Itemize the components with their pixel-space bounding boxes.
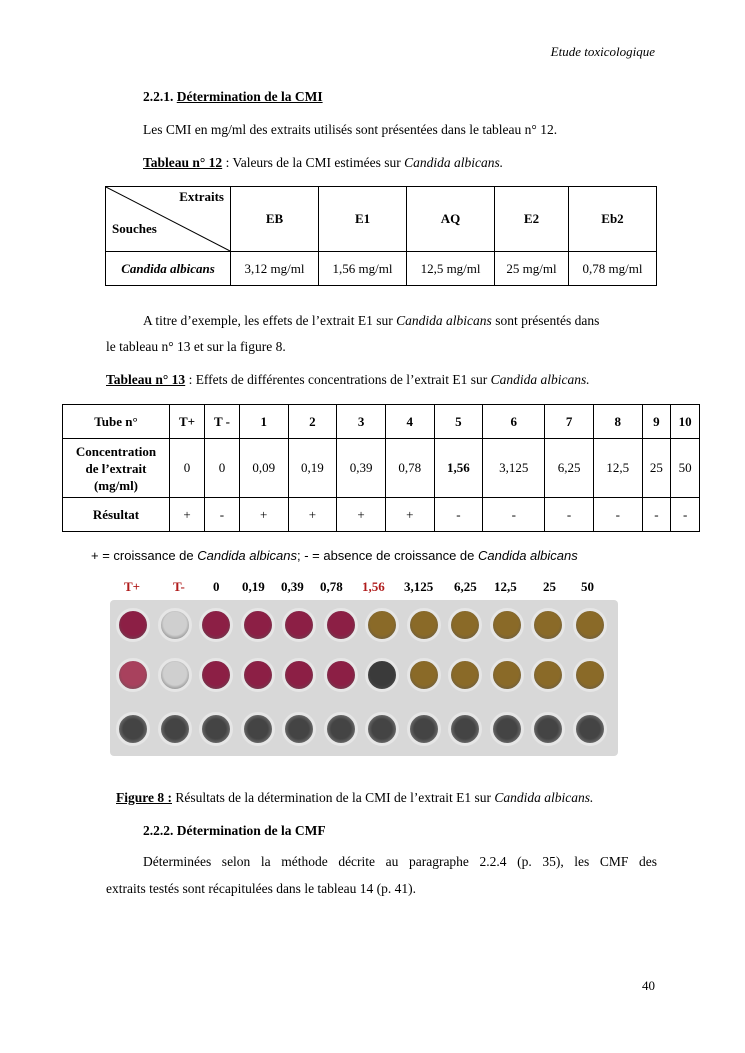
table13	[62, 404, 700, 532]
result-cell: -	[642, 498, 671, 532]
result-cell: -	[205, 498, 240, 532]
section-title-text: Détermination de la CMI	[176, 89, 323, 104]
table12-caption-label: Tableau n° 12	[143, 155, 223, 170]
well-label: 12,5	[494, 579, 517, 594]
plate-well	[365, 608, 399, 642]
table12-header: EB	[231, 187, 319, 252]
tube-header: T -	[205, 405, 240, 439]
plate-well	[116, 608, 150, 642]
tube-header: 5	[434, 405, 483, 439]
concentration-cell: 0,39	[337, 439, 386, 498]
plate-well	[282, 658, 316, 692]
section-title-cmf	[143, 823, 326, 839]
well-label: T+	[124, 579, 141, 594]
table12-caption-species: Candida albicans.	[404, 155, 504, 170]
intro-paragraph: Les CMI en mg/ml des extraits utilisés sont présentées dans le tableau n° 12.	[143, 122, 558, 137]
plate-well-empty	[365, 712, 399, 746]
corner-extraits: Extraits	[179, 189, 224, 204]
plate-well	[324, 658, 358, 692]
plate-well-empty	[158, 712, 192, 746]
plate-well	[490, 658, 524, 692]
plate-well	[407, 658, 441, 692]
well-label: 0,78	[320, 579, 343, 594]
table13-caption-species: Candida albicans.	[490, 372, 590, 387]
plate-well	[573, 658, 607, 692]
cmf-paragraph-line2: extraits testés sont récapitulées dans le tableau 14 (p. 41).	[106, 881, 417, 896]
example-text-1: A titre d’exemple, les effets de l’extrait E1 sur	[143, 313, 397, 328]
table13-row-label: Tube n°	[63, 405, 170, 439]
table12-row-label: Candida albicans	[106, 252, 231, 286]
result-cell: -	[593, 498, 642, 532]
well-label: 0,39	[281, 579, 304, 594]
figure8-caption-text: Résultats de la détermination de la CMI de l’extrait E1 sur	[172, 790, 495, 805]
concentration-cell: 6,25	[545, 439, 594, 498]
concentration-cell: 0,78	[385, 439, 434, 498]
table13-caption-label: Tableau n° 13	[106, 372, 186, 387]
well-labels	[120, 579, 620, 597]
tube-header: 1	[239, 405, 288, 439]
plate-well	[241, 658, 275, 692]
plate-well	[199, 658, 233, 692]
well-label: 0	[213, 579, 220, 594]
plate-well	[282, 608, 316, 642]
plate-well	[490, 608, 524, 642]
table12-cell: 1,56 mg/ml	[319, 252, 407, 286]
plate-well-empty	[116, 712, 150, 746]
legend-species-1: Candida albicans	[197, 548, 297, 563]
plate-well	[158, 658, 192, 692]
plate-well	[324, 608, 358, 642]
well-label: 50	[581, 579, 594, 594]
growth-legend	[91, 548, 578, 563]
section-number: 2.2.2.	[143, 823, 174, 838]
result-cell: -	[483, 498, 545, 532]
microplate-photo	[110, 600, 618, 756]
table12	[105, 186, 657, 286]
plate-well	[531, 658, 565, 692]
plate-well	[531, 608, 565, 642]
concentration-cell: 25	[642, 439, 671, 498]
well-label-cmi: 1,56	[362, 579, 385, 594]
concentration-cell: 0	[205, 439, 240, 498]
table13-row-label-concentration	[63, 439, 170, 498]
table12-corner-cell	[106, 187, 231, 252]
example-paragraph-line2: le tableau n° 13 et sur la figure 8.	[106, 339, 286, 354]
tube-header: 7	[545, 405, 594, 439]
figure8-caption	[116, 784, 593, 812]
section-title-cmi	[143, 89, 323, 105]
plate-well-empty	[282, 712, 316, 746]
plate-well-empty	[490, 712, 524, 746]
concentration-cell: 12,5	[593, 439, 642, 498]
page-number: 40	[642, 978, 655, 993]
table12-cell: 12,5 mg/ml	[407, 252, 495, 286]
section-number: 2.2.1.	[143, 89, 174, 104]
concentration-cell: 0,19	[288, 439, 337, 498]
well-label: T-	[173, 579, 185, 594]
table13-row-label-result: Résultat	[63, 498, 170, 532]
table12-cell: 0,78 mg/ml	[568, 252, 656, 286]
concentration-cell: 0,09	[239, 439, 288, 498]
table12-cell: 3,12 mg/ml	[231, 252, 319, 286]
concentration-label-l2: de l’extrait	[85, 460, 147, 476]
result-cell: +	[288, 498, 337, 532]
cmf-paragraph-line1: Déterminées selon la méthode décrite au paragraphe 2.2.4 (p. 35), les CMF des	[143, 854, 657, 869]
example-paragraph-line1	[143, 307, 657, 335]
concentration-label-l3: (mg/ml)	[93, 477, 139, 493]
legend-text-2: ; - = absence de croissance de	[296, 548, 478, 563]
plate-well	[407, 608, 441, 642]
running-header: Etude toxicologique	[550, 44, 655, 59]
tube-header: T+	[170, 405, 205, 439]
result-cell: +	[239, 498, 288, 532]
section-title-text: Détermination de la CMF	[176, 823, 326, 838]
tube-header: 8	[593, 405, 642, 439]
table12-header: Eb2	[568, 187, 656, 252]
tube-header: 10	[671, 405, 700, 439]
plate-well	[199, 608, 233, 642]
plate-well-empty	[531, 712, 565, 746]
plate-well	[573, 608, 607, 642]
well-label: 3,125	[404, 579, 434, 594]
result-cell: -	[545, 498, 594, 532]
figure8-caption-species: Candida albicans.	[494, 790, 594, 805]
concentration-cell-cmi: 1,56	[434, 439, 483, 498]
tube-header: 4	[385, 405, 434, 439]
result-cell: +	[385, 498, 434, 532]
table12-caption	[143, 149, 503, 177]
plate-well-empty	[241, 712, 275, 746]
result-cell: +	[170, 498, 205, 532]
table12-header: E1	[319, 187, 407, 252]
plate-well-empty	[448, 712, 482, 746]
example-species: Candida albicans	[396, 313, 492, 328]
plate-well	[158, 608, 192, 642]
table12-header: AQ	[407, 187, 495, 252]
concentration-cell: 0	[170, 439, 205, 498]
plate-well	[116, 658, 150, 692]
well-label: 25	[543, 579, 556, 594]
corner-souches: Souches	[112, 221, 157, 236]
plate-well-empty	[199, 712, 233, 746]
plate-well	[241, 608, 275, 642]
legend-text-1: + = croissance de	[91, 548, 198, 563]
result-cell: +	[337, 498, 386, 532]
concentration-label-l1: Concentration	[75, 443, 157, 459]
table12-cell: 25 mg/ml	[495, 252, 569, 286]
plate-well-empty	[407, 712, 441, 746]
tube-header: 2	[288, 405, 337, 439]
result-cell: -	[434, 498, 483, 532]
result-cell: -	[671, 498, 700, 532]
plate-well	[448, 608, 482, 642]
table12-caption-text: : Valeurs de la CMI estimées sur	[222, 155, 405, 170]
table13-caption-text: : Effets de différentes concentrations de l’extrait E1 sur	[185, 372, 491, 387]
figure8-caption-label: Figure 8 :	[116, 790, 172, 805]
legend-species-2: Candida albicans	[478, 548, 578, 563]
table13-caption	[106, 366, 590, 394]
concentration-cell: 50	[671, 439, 700, 498]
example-text-2: sont présentés dans	[491, 313, 600, 328]
tube-header: 3	[337, 405, 386, 439]
table12-header: E2	[495, 187, 569, 252]
plate-well-empty	[573, 712, 607, 746]
plate-well	[448, 658, 482, 692]
tube-header: 6	[483, 405, 545, 439]
plate-well	[365, 658, 399, 692]
well-label: 6,25	[454, 579, 477, 594]
tube-header: 9	[642, 405, 671, 439]
concentration-cell: 3,125	[483, 439, 545, 498]
well-label: 0,19	[242, 579, 265, 594]
plate-well-empty	[324, 712, 358, 746]
